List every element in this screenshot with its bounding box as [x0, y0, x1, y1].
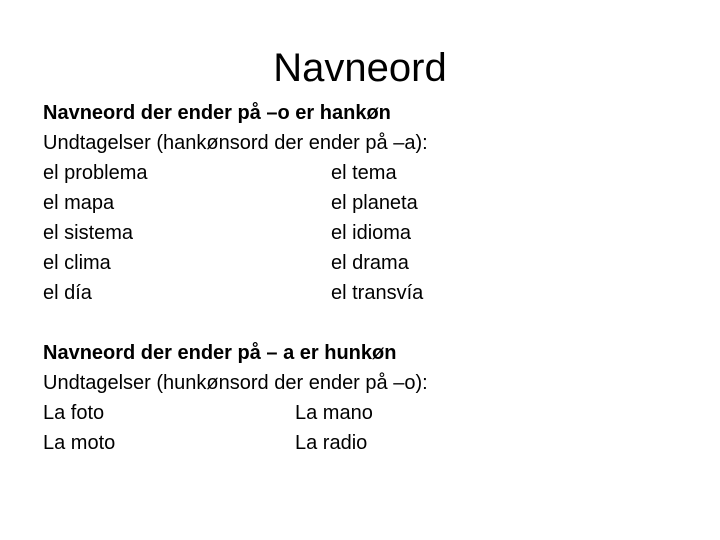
word-left: La moto	[43, 432, 116, 454]
word-row	[43, 398, 703, 428]
word-right: el idioma	[331, 222, 412, 244]
word-right: el drama	[331, 252, 409, 274]
slide-title	[0, 42, 720, 94]
word-left: el problema	[43, 162, 148, 184]
slide-content	[43, 98, 703, 458]
section-subheading: Undtagelser (hankønsord der ender på –a):	[43, 132, 428, 154]
section-heading: Navneord der ender på –o er hankøn	[43, 102, 391, 124]
word-left: el día	[43, 282, 92, 304]
word-right: el tema	[331, 162, 397, 184]
word-row	[43, 248, 703, 278]
section-spacer	[43, 308, 703, 338]
word-left: el sistema	[43, 222, 134, 244]
section-feminine	[43, 338, 703, 458]
word-row	[43, 278, 703, 308]
word-left: el mapa	[43, 192, 115, 214]
word-right: el transvía	[331, 282, 424, 304]
word-left: el clima	[43, 252, 111, 274]
slide-title-text: Navneord	[273, 46, 447, 90]
word-row	[43, 428, 703, 458]
section-masculine	[43, 98, 703, 308]
word-right: el planeta	[331, 192, 418, 214]
word-row	[43, 218, 703, 248]
word-right: La mano	[295, 402, 373, 424]
word-right: La radio	[295, 432, 368, 454]
word-row	[43, 158, 703, 188]
section-heading: Navneord der ender på – a er hunkøn	[43, 342, 397, 364]
word-row	[43, 188, 703, 218]
word-left: La foto	[43, 402, 105, 424]
section-subheading: Undtagelser (hunkønsord der ender på –o):	[43, 372, 428, 394]
